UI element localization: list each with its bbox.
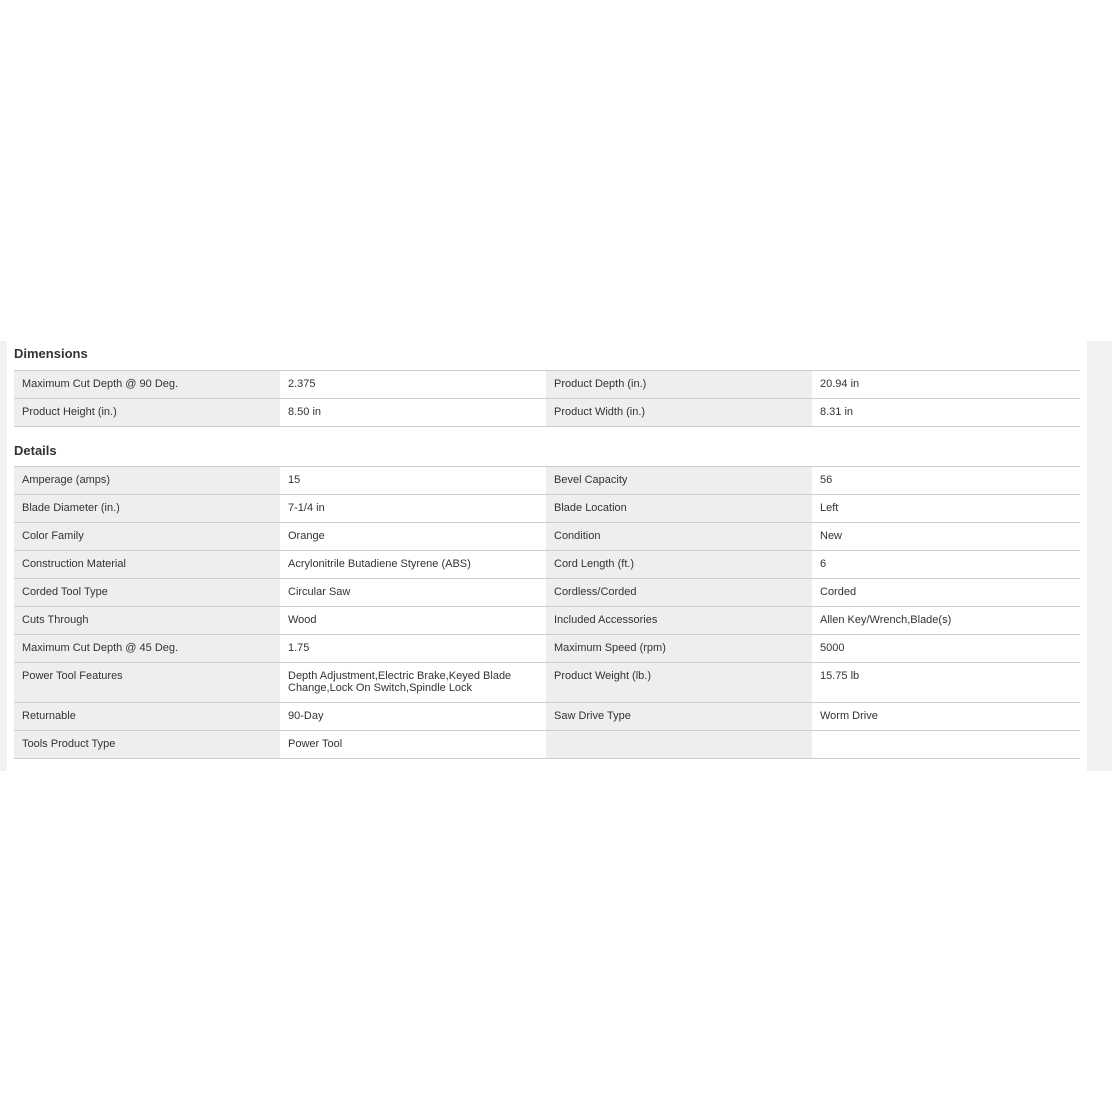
table-row xyxy=(14,495,1080,523)
table-row xyxy=(14,731,1080,759)
spec-value: 56 xyxy=(812,467,1080,495)
spec-label: Tools Product Type xyxy=(14,731,280,759)
spec-value: 15.75 lb xyxy=(812,663,1080,703)
spec-value: Power Tool xyxy=(280,731,546,759)
right-gutter xyxy=(1087,341,1112,771)
spec-value: 2.375 xyxy=(280,371,546,399)
spec-value: Circular Saw xyxy=(280,579,546,607)
spec-label: Cordless/Corded xyxy=(546,579,812,607)
spec-label: Maximum Speed (rpm) xyxy=(546,635,812,663)
spec-value: 90-Day xyxy=(280,703,546,731)
table-row xyxy=(14,523,1080,551)
spec-label: Saw Drive Type xyxy=(546,703,812,731)
spec-label: Color Family xyxy=(14,523,280,551)
spec-value: 6 xyxy=(812,551,1080,579)
spec-value: Orange xyxy=(280,523,546,551)
spec-label: Amperage (amps) xyxy=(14,467,280,495)
spec-label: Corded Tool Type xyxy=(14,579,280,607)
dimensions-table xyxy=(14,370,1080,427)
spec-label: Included Accessories xyxy=(546,607,812,635)
dimensions-heading: Dimensions xyxy=(14,346,88,361)
spec-label: Construction Material xyxy=(14,551,280,579)
details-heading: Details xyxy=(14,443,57,458)
spec-label: Blade Diameter (in.) xyxy=(14,495,280,523)
left-gutter xyxy=(0,341,7,771)
spec-label: Maximum Cut Depth @ 45 Deg. xyxy=(14,635,280,663)
specifications-content xyxy=(14,341,1080,759)
specifications-panel xyxy=(0,341,1112,771)
spec-value: 7-1/4 in xyxy=(280,495,546,523)
table-row xyxy=(14,551,1080,579)
spec-label: Cuts Through xyxy=(14,607,280,635)
spec-value: Left xyxy=(812,495,1080,523)
table-row xyxy=(14,703,1080,731)
spec-value: 1.75 xyxy=(280,635,546,663)
spec-value: Depth Adjustment,Electric Brake,Keyed Blade Change,Lock On Switch,Spindle Lock xyxy=(280,663,546,703)
spec-label: Maximum Cut Depth @ 90 Deg. xyxy=(14,371,280,399)
spec-label: Returnable xyxy=(14,703,280,731)
table-row xyxy=(14,371,1080,399)
spec-value: Allen Key/Wrench,Blade(s) xyxy=(812,607,1080,635)
spec-label: Bevel Capacity xyxy=(546,467,812,495)
spec-label: Product Weight (lb.) xyxy=(546,663,812,703)
spec-value: New xyxy=(812,523,1080,551)
table-row xyxy=(14,399,1080,427)
spec-value: Worm Drive xyxy=(812,703,1080,731)
spec-value: 8.31 in xyxy=(812,399,1080,427)
spec-label: Blade Location xyxy=(546,495,812,523)
table-row xyxy=(14,607,1080,635)
spec-value: 5000 xyxy=(812,635,1080,663)
spec-label: Power Tool Features xyxy=(14,663,280,703)
spec-value: Wood xyxy=(280,607,546,635)
spec-label: Product Width (in.) xyxy=(546,399,812,427)
spec-value: Corded xyxy=(812,579,1080,607)
spec-label: Product Depth (in.) xyxy=(546,371,812,399)
details-table xyxy=(14,466,1080,759)
table-row xyxy=(14,663,1080,703)
table-row xyxy=(14,467,1080,495)
spec-label: Condition xyxy=(546,523,812,551)
table-row xyxy=(14,635,1080,663)
spec-label: Cord Length (ft.) xyxy=(546,551,812,579)
spec-value: 20.94 in xyxy=(812,371,1080,399)
spec-value: 8.50 in xyxy=(280,399,546,427)
spec-label xyxy=(546,731,812,759)
spec-value xyxy=(812,731,1080,759)
table-row xyxy=(14,579,1080,607)
spec-label: Product Height (in.) xyxy=(14,399,280,427)
spec-value: Acrylonitrile Butadiene Styrene (ABS) xyxy=(280,551,546,579)
spec-value: 15 xyxy=(280,467,546,495)
